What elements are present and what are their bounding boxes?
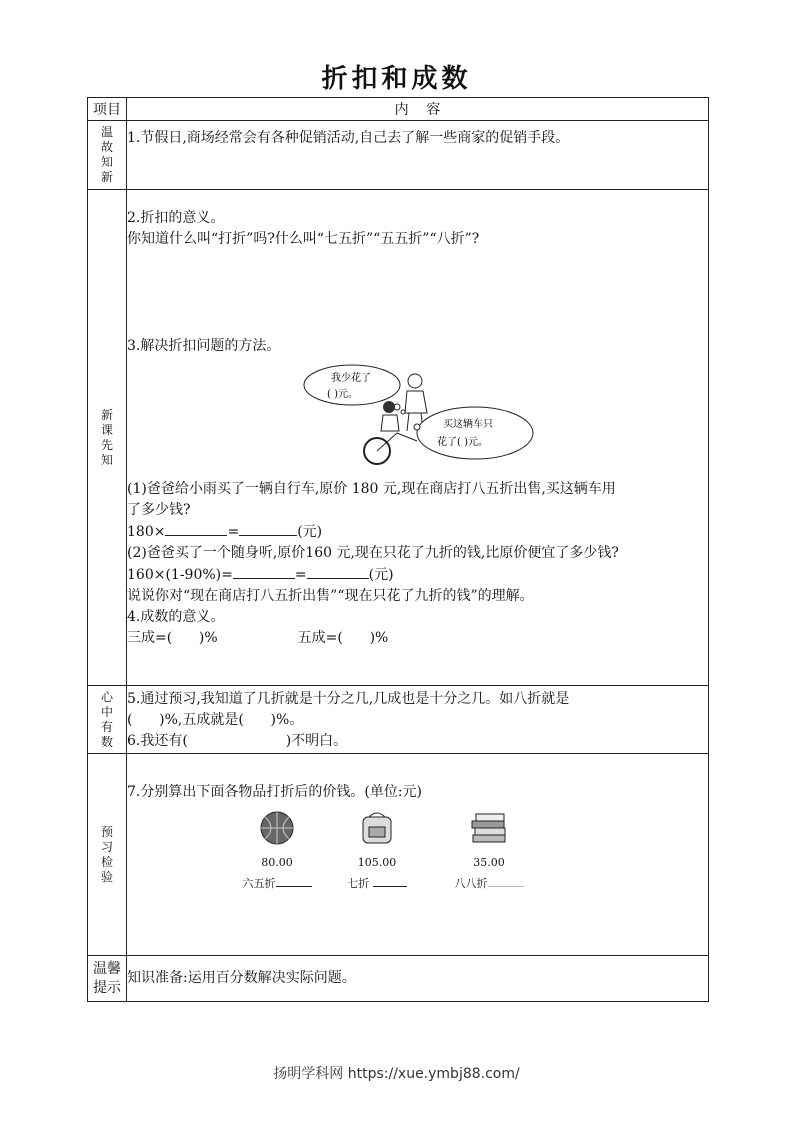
basketball-icon — [259, 811, 295, 845]
problem-2-line1: (2)爸爸买了一个随身听,原价160 元,现在只花了九折的钱,比原价便宜了多少钱? — [127, 545, 619, 561]
row-xinzhong — [88, 686, 709, 754]
item-discount: 七折 — [337, 873, 417, 894]
wucheng-blank: 五成=( )% — [297, 630, 389, 646]
bubble1-line1: 我少花了 — [331, 373, 371, 384]
bicycle-scene-illustration — [297, 361, 717, 471]
answer-blank[interactable] — [488, 876, 524, 887]
header-project: 项目 — [93, 101, 121, 118]
question-3-title: 3.解决折扣问题的方法。 — [127, 338, 281, 354]
discount-illustration — [127, 357, 708, 467]
tip-text: 知识准备:运用百分数解决实际问题。 — [127, 970, 356, 986]
sancheng-blank: 三成=( )% — [127, 630, 218, 646]
worksheet-table — [87, 97, 709, 1002]
item-price: 35.00 — [473, 856, 505, 869]
problem-1-formula: 180× = (元) — [127, 521, 708, 543]
label-wenxin: 温馨提示 — [93, 960, 121, 996]
question-2-text: 你知道什么叫“打折”吗?什么叫“七五折”“五五折”“八折”? — [127, 231, 480, 247]
label-xinke: 新 课 先 知 — [100, 407, 113, 467]
question-7: 7.分别算出下面各物品打折后的价钱。(单位:元) — [127, 784, 422, 800]
problem-1-line1: (1)爸爸给小雨买了一辆自行车,原价 180 元,现在商店打八五折出售,买这辆车用 — [127, 481, 616, 497]
label-yuxi: 预 习 检 验 — [100, 824, 113, 884]
question-5-line1: 5.通过预习,我知道了几折就是十分之几,几成也是十分之几。如八折就是 — [127, 691, 570, 707]
question-4-title: 4.成数的意义。 — [127, 609, 225, 625]
question-1: 1.节假日,商场经常会有各种促销活动,自己去了解一些商家的促销手段。 — [127, 130, 570, 146]
backpack-icon — [357, 811, 397, 845]
page-title: 折扣和成数 — [321, 64, 472, 94]
answer-blank[interactable] — [276, 876, 312, 887]
answer-blank[interactable] — [233, 564, 295, 579]
question-4-items — [127, 628, 708, 649]
problem-2-formula: 160×(1-90%)= = (元) — [127, 564, 708, 586]
answer-blank[interactable] — [307, 564, 369, 579]
label-wengu: 温 故 知 新 — [100, 125, 113, 184]
label-xinzhong: 心 中 有 数 — [100, 689, 113, 749]
question-5-line2: ( )%,五成就是( )%。 — [127, 712, 304, 728]
item-backpack — [337, 811, 417, 894]
books-icon — [469, 811, 509, 845]
problem-1-line2: 了多少钱? — [127, 502, 191, 518]
bubble2-line2: 花了( )元。 — [437, 437, 488, 448]
row-wengu — [88, 121, 709, 190]
header-row — [88, 98, 709, 121]
item-price: 80.00 — [261, 856, 293, 869]
problem-3: 说说你对“现在商店打八五折出售”“现在只花了九折的钱”的理解。 — [127, 588, 534, 604]
item-books — [449, 811, 529, 894]
item-basketball — [237, 811, 317, 894]
answer-blank[interactable] — [373, 876, 407, 887]
footer-source: 扬明学科网 https://xue.ymbj88.com/ — [273, 1066, 520, 1082]
row-xinke — [88, 190, 709, 686]
row-yuxi — [88, 754, 709, 956]
bubble1-line2: ( )元。 — [327, 389, 358, 400]
row-wenxin — [88, 956, 709, 1002]
item-discount: 八八折 — [449, 873, 529, 894]
header-content: 内 容 — [394, 102, 441, 118]
items-row — [127, 811, 708, 891]
bubble2-line1: 买这辆车只 — [443, 419, 493, 430]
answer-blank[interactable] — [165, 521, 227, 536]
answer-blank[interactable] — [239, 521, 297, 536]
question-6: 6.我还有( )不明白。 — [127, 733, 348, 749]
item-discount: 六五折 — [237, 873, 317, 894]
item-price: 105.00 — [357, 856, 397, 869]
question-2-title: 2.折扣的意义。 — [127, 210, 225, 226]
